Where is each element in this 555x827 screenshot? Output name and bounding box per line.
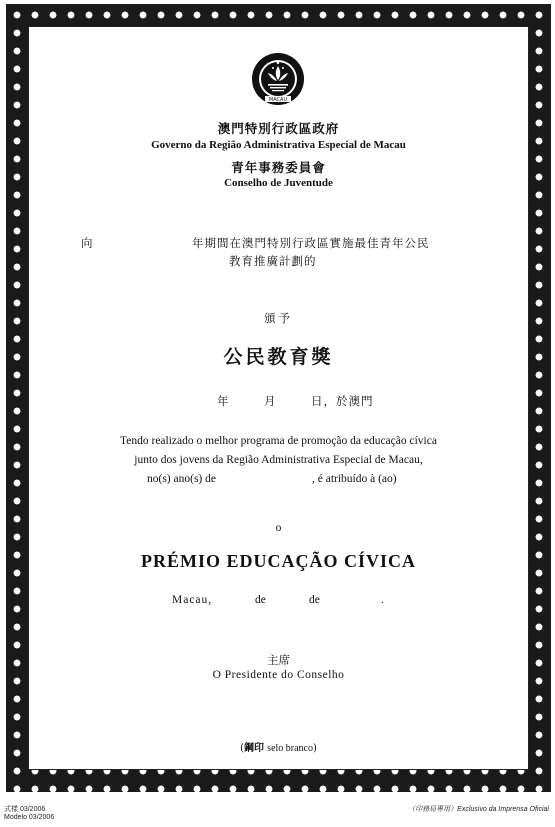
form-number-pt: Modelo 03/2006 xyxy=(4,814,55,821)
date-month-zh: 月 xyxy=(264,394,276,408)
date-de-1-pt: de xyxy=(255,594,266,606)
citation-line-1-pt: Tendo realizado o melhor programa de promoção da educação cívica xyxy=(120,435,437,447)
signatory-title-pt: O Presidente do Conselho xyxy=(212,669,345,681)
signatory-title-zh: 主席 xyxy=(267,653,290,667)
government-name-pt: Governo da Região Administrativa Especial de Macau xyxy=(151,139,406,151)
date-year-zh: 年 xyxy=(217,394,229,408)
emblem-label: MACAU xyxy=(268,97,288,103)
seal-note-pt: selo branco xyxy=(267,743,313,754)
citation-line-3a-pt: no(s) ano(s) de xyxy=(147,473,216,485)
council-name-zh: 青年事務委員會 xyxy=(231,160,326,175)
prize-title-zh: 公民教育獎 xyxy=(223,346,334,368)
council-name-pt: Conselho de Juventude xyxy=(224,177,333,189)
recipient-prefix-zh: 向 xyxy=(81,236,93,250)
date-de-2-pt: de xyxy=(309,594,320,606)
citation-line-3b-pt: , é atribuído à (ao) xyxy=(312,473,397,485)
date-day-place-zh: 日，於澳門 xyxy=(311,394,374,408)
seal-note-zh: 鋼印 xyxy=(243,743,264,754)
article-pt: o xyxy=(275,522,282,534)
seal-note: (鋼印 selo branco) xyxy=(240,743,317,754)
citation-line-2-zh: 教育推廣計劃的 xyxy=(229,254,317,268)
form-number-zh: 式樣 03/2006 xyxy=(4,806,46,813)
date-end-pt: . xyxy=(381,594,384,606)
government-name-zh: 澳門特別行政區政府 xyxy=(217,121,340,136)
citation-line-2-pt: junto dos jovens da Região Administrativa Especial de Macau, xyxy=(134,454,423,466)
certificate-body xyxy=(28,26,529,770)
printer-note: （印務局專用）Exclusivo da Imprensa Oficial xyxy=(408,806,549,813)
award-label-zh: 頒予 xyxy=(264,311,293,325)
prize-title-pt: PRÉMIO EDUCAÇÃO CÍVICA xyxy=(140,551,416,571)
citation-line-1-zh: 年期間在澳門特別行政區實施最佳青年公民 xyxy=(192,236,430,250)
macau-emblem-icon xyxy=(251,52,305,106)
date-place-pt: Macau, xyxy=(172,594,213,606)
decorative-border xyxy=(6,4,551,792)
